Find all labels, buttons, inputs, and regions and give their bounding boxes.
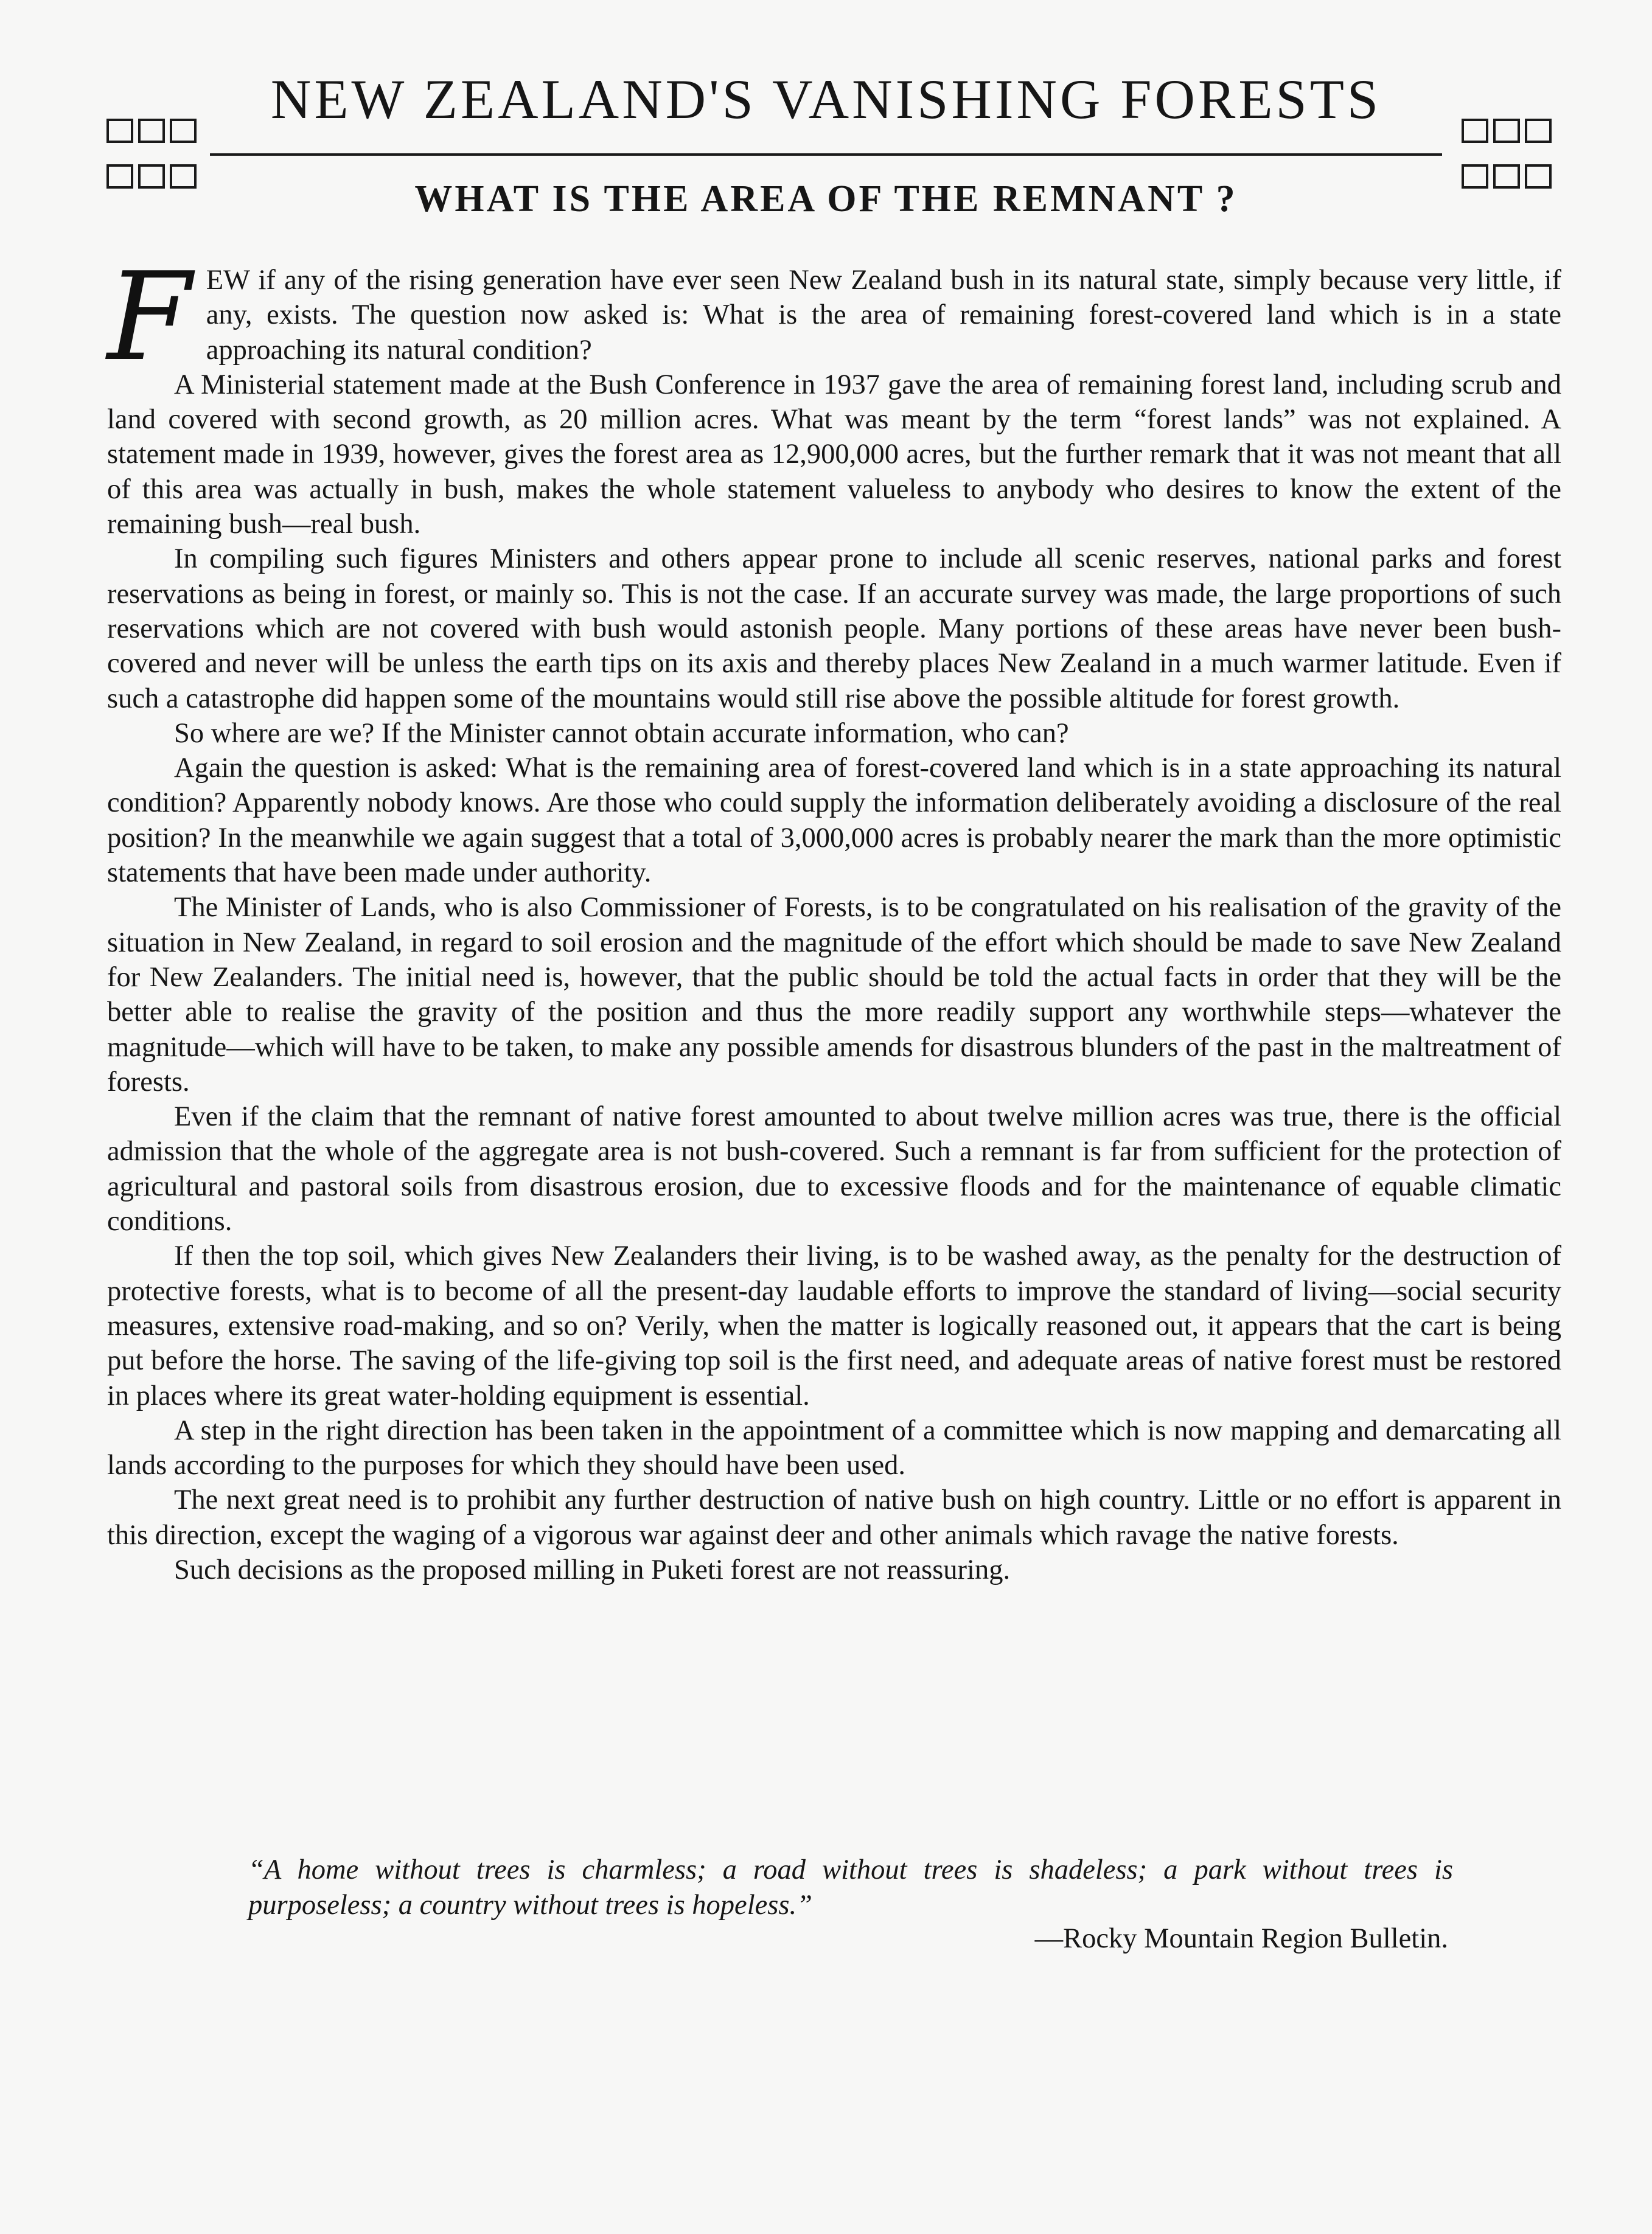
ornament-bottom-left	[106, 164, 197, 189]
ornament-square	[1462, 164, 1488, 189]
paragraph: So where are we? If the Minister cannot obtain accurate information, who can?	[174, 717, 1069, 749]
drop-cap: F	[107, 246, 192, 388]
article-body	[107, 246, 1561, 1587]
paragraph: Such decisions as the proposed milling in Puketi forest are not reassuring.	[174, 1554, 1011, 1585]
paragraph: In compiling such figures Ministers and others appear prone to include all scenic reserves, national parks and forest reservations as being in forest, or mainly so. This is not the case. If an accurate survey was made, the large proportions of such reservations which are not covered with bush would astonish people. Many portions of these areas have never been bush-covered and never will be unless the earth tips on its axis and thereby places New Zealand in a much warmer latitude. Even if such a catastrophe did happen some of the mountains would still rise above the possible altitude for forest growth.	[107, 543, 1561, 714]
quote-attribution: —Rocky Mountain Region Bulletin.	[1034, 1923, 1448, 1954]
ornament-square	[1525, 119, 1552, 143]
paragraph-text: EW if any of the rising generation have ever seen New Zealand bush in its natural state, simply because very little, if any, exists. The question now asked is: What is the area of remaining forest-covered land which is in a state approaching its natural condition?	[206, 265, 1561, 366]
ornament-square	[1462, 119, 1488, 143]
paragraph: A step in the right direction has been taken in the appointment of a committee which is now mapping and demarcating all lands according to the purposes for which they should have been used.	[107, 1415, 1561, 1481]
closing-quote: “A home without trees is charmless; a road without trees is shadeless; a park without trees is purposeless; a country without trees is hopeless.”	[248, 1854, 1453, 1921]
paragraph: Again the question is asked: What is the remaining area of forest-covered land which is in a state approaching its natural condition? Apparently nobody knows. Are those who could supply the information deliberately avoiding a disclosure of the real position? In the meanwhile we again suggest that a total of 3,000,000 acres is probably nearer the mark than the more optimistic statements that have been made under authority.	[107, 753, 1561, 889]
ornament-square	[106, 164, 133, 189]
ornament-square	[1493, 164, 1520, 189]
ornament-square	[138, 164, 165, 189]
paragraph: If then the top soil, which gives New Zealanders their living, is to be washed away, as the penalty for the destruction of protective forests, what is to become of all the present-day laudable efforts to improve the standard of living—social security measures, extensive road-making, and so on? Verily, when the matter is logically reasoned out, it appears that the cart is being put before the horse. The saving of the life-giving top soil is the first need, and adequate areas of native forest must be restored in places where its great water-holding equipment is essential.	[107, 1241, 1561, 1411]
ornament-square	[138, 119, 165, 143]
title-divider	[210, 153, 1442, 156]
paragraph	[107, 246, 1561, 388]
ornament-square	[170, 164, 197, 189]
ornament-square	[170, 119, 197, 143]
paragraph: The next great need is to prohibit any further destruction of native bush on high country. Little or no effort is apparent in this direction, except the waging of a vigorous war against deer and other animals which ravage the native forests.	[107, 1484, 1561, 1551]
ornament-square	[1493, 119, 1520, 143]
paragraph: A Ministerial statement made at the Bush Conference in 1937 gave the area of remaining forest land, including scrub and land covered with second growth, as 20 million acres. What was meant by the term “forest lands” was not explained. A statement made in 1939, however, gives the forest area as 12,900,000 acres, but the further remark that it was not meant that all of this area was actually in bush, makes the whole statement valueless to anybody who desires to know the extent of the remaining bush—real bush.	[107, 369, 1561, 540]
ornament-bottom-right	[1462, 164, 1552, 189]
paragraph: The Minister of Lands, who is also Commissioner of Forests, is to be congratulated on his realisation of the gravity of the situation in New Zealand, in regard to soil erosion and the magnitude of the effort which should be made to save New Zealand for New Zealanders. The initial need is, however, that the public should be told the actual facts in order that they will be the better able to realise the gravity of the position and thus the more readily support any worthwhile steps—whatever the magnitude—which will have to be taken, to make any possible amends for disastrous blunders of the past in the maltreatment of forests.	[107, 892, 1561, 1098]
ornament-top-right	[1462, 119, 1552, 143]
ornament-top-left	[106, 119, 197, 143]
page-subtitle: WHAT IS THE AREA OF THE REMNANT ?	[414, 178, 1238, 220]
page-title: NEW ZEALAND'S VANISHING FORESTS	[270, 68, 1382, 130]
paragraph: Even if the claim that the remnant of native forest amounted to about twelve million acres was true, there is the official admission that the whole of the aggregate area is not bush-covered. Such a remnant is far from sufficient for the protection of agricultural and pastoral soils from disastrous erosion, due to excessive floods and for the maintenance of equable climatic conditions.	[107, 1101, 1561, 1237]
ornament-square	[1525, 164, 1552, 189]
ornament-square	[106, 119, 133, 143]
